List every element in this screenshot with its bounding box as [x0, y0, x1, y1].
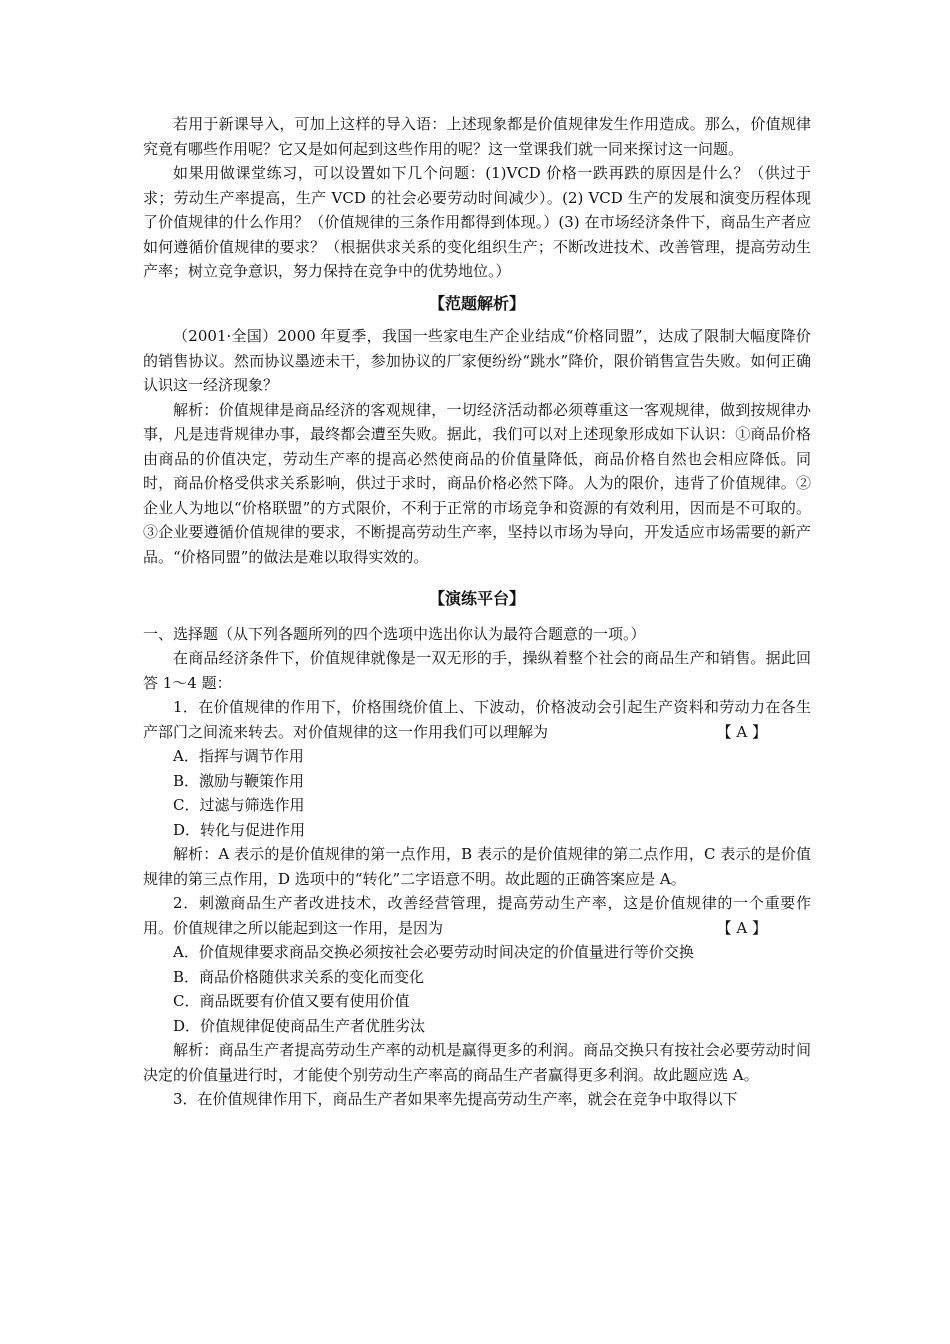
- question-1-option-c: C．过滤与筛选作用: [173, 796, 305, 814]
- question-2-stem: [143, 891, 811, 940]
- question-1-option-a: A．指挥与调节作用: [173, 747, 304, 765]
- practice-heading: 【演练平台】: [428, 589, 525, 608]
- question-1-option-b: B．激励与鞭策作用: [173, 771, 305, 790]
- question-2-answer: 【 A 】: [716, 918, 767, 937]
- question-2-text: 2．刺激商品生产者改进技术，改善经营管理，提高劳动生产率，这是价值规律的一个重要作用。价值规律之所以能起到这一作用，是因为: [143, 894, 811, 937]
- question-2-option-b: B．商品价格随供求关系的变化而变化: [173, 967, 425, 986]
- example-analysis: 解析：价值规律是商品经济的客观规律，一切经济活动都必须尊重这一客观规律，做到按规律办事，凡是违背规律办事，最终都会遭至失败。据此，我们可以对上述现象形成如下认识：①商品价格由商品的价值决定，劳动生产率的提高必然使商品的价值量降低，商品价格自然也会相应降低。同时，商品价格受供求关系影响，供过于求时，商品价格必然下降。人为的限价，违背了价值规律。②企业人为地以“价格联盟”的方式限价，不利于正常的市场竞争和资源的有效利用，因而是不可取的。③企业要遵循价值规律的要求，不断提高劳动生产率，坚持以市场为导向，开发适应市场需要的新产品。“价格同盟”的做法是难以取得实效的。: [143, 400, 811, 566]
- question-2-option-a: A．价值规律要求商品交换必须按社会必要劳动时间决定的价值量进行等价交换: [173, 943, 694, 961]
- example-question: （2001·全国）2000 年夏季，我国一些家电生产企业结成“价格同盟”，达成了限制大幅度降价的销售协议。然而协议墨迹未干，参加协议的厂家便纷纷“跳水”降价，限价销售宣告失败。如何正确认识这一经济现象？: [143, 327, 811, 394]
- section-title: 一、选择题（从下列各题所列的四个选项中选出你认为最符合题意的一项。）: [143, 624, 646, 643]
- question-2-option-c: C．商品既要有价值又要有使用价值: [173, 992, 410, 1010]
- question-1-text: 1．在价值规律的作用下，价格围绕价值上、下波动，价格波动会引起生产资料和劳动力在各生产部门之间流来转去。对价值规律的这一作用我们可以理解为: [143, 698, 811, 741]
- question-lead: 在商品经济条件下，价值规律就像是一双无形的手，操纵着整个社会的商品生产和销售。据此回答 1～4 题：: [143, 649, 811, 692]
- question-1-stem: [143, 695, 811, 744]
- question-1-answer: 【 A 】: [716, 722, 767, 741]
- intro-paragraph-2: 如果用做课堂练习，可以设置如下几个问题：(1)VCD 价格一跌再跌的原因是什么？（供过于求；劳动生产率提高，生产 VCD 的社会必要劳动时间减少）。(2) VCD 生产的发展和演变历程体现了价值规律的什么作用？（价值规律的三条作用都得到体现。）(3) 在市场经济条件下，商品生产者应如何遵循价值规律的要求？（根据供求关系的变化组织生产；不断改进技术、改善管理，提高劳动生产率；树立竞争意识，努力保持在竞争中的优势地位。）: [143, 164, 811, 280]
- question-3-stem: 3．在价值规律作用下，商品生产者如果率先提高劳动生产率，就会在竞争中取得以下: [173, 1090, 738, 1108]
- question-1-option-d: D．转化与促进作用: [173, 820, 306, 839]
- question-2-analysis: 解析：商品生产者提高劳动生产率的动机是赢得更多的利润。商品交换只有按社会必要劳动时间决定的价值量进行时，才能使个别劳动生产率高的商品生产者赢得更多利润。故此题应选 A。: [143, 1041, 811, 1084]
- question-2-option-d: D．价值规律促使商品生产者优胜劣汰: [173, 1016, 426, 1035]
- intro-paragraph-1: 若用于新课导入，可加上这样的导入语：上述现象都是价值规律发生作用造成。那么，价值规律究竟有哪些作用呢？它又是如何起到这些作用的呢？这一堂课我们就一同来探讨这一问题。: [143, 115, 811, 158]
- example-heading: 【范题解析】: [428, 293, 525, 313]
- question-1-analysis: 解析：A 表示的是价值规律的第一点作用，B 表示的是价值规律的第二点作用，C 表示的是价值规律的第三点作用，D 选项中的“转化”二字语意不明。故此题的正确答案应是 A。: [143, 845, 811, 888]
- document-page: [143, 112, 811, 1112]
